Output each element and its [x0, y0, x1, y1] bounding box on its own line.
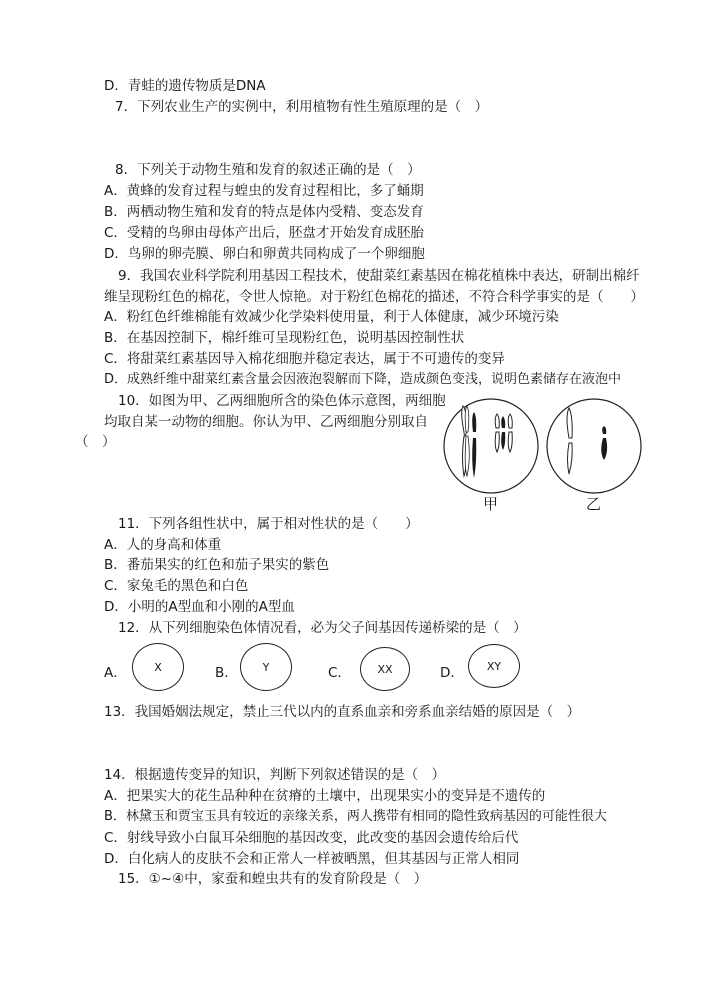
q14-option-b: B．林黛玉和贾宝玉具有较近的亲缘关系，两人携带有相同的隐性致病基因的可能性很大 [104, 809, 607, 824]
q12-option-c-label: C． [328, 665, 351, 681]
q11-option-d: D．小明的A型血和小刚的A型血 [104, 599, 295, 615]
jia-chromosome-white-short [495, 414, 499, 452]
q11-option-a: A．人的身高和体重 [104, 537, 222, 553]
q6-option-d: D．青蛙的遗传物质是DNA [104, 78, 266, 94]
q14-stem: 14．根据遗传变异的知识，判断下列叙述错误的是（ ） [104, 767, 446, 783]
q14-option-c: C．射线导致小白鼠耳朵细胞的基因改变，此改变的基因会遗传给后代 [104, 830, 519, 846]
q12-option-d-label: D． [440, 665, 464, 681]
q9-stem-line-2: 维呈现粉红色的棉花，令世人惊艳。对于粉红色棉花的描述，不符合科学事实的是（ ） [104, 289, 644, 305]
q12-option-b-circle: Y [240, 643, 292, 691]
q9-option-c: C．将甜菜红素基因导入棉花细胞并稳定表达，属于不可遗传的变异 [104, 351, 505, 367]
q8-option-c: C．受精的鸟卵由母体产出后，胚盘才开始发育成胚胎 [104, 225, 424, 241]
q8-stem: 8．下列关于动物生殖和发育的叙述正确的是（ ） [115, 162, 421, 178]
q12-option-b-label: B． [215, 665, 238, 681]
q9-option-b: B．在基因控制下，棉纤维可呈现粉红色，说明基因控制性状 [104, 330, 465, 346]
q9-stem-line-1: 9．我国农业科学院利用基因工程技术，使甜菜红素基因在棉花植株中表达，研制出棉纤 [118, 268, 640, 284]
q14-option-d: D．白化病人的皮肤不会和正常人一样被晒黑，但其基因与正常人相同 [104, 851, 520, 867]
q9-option-a: A．粉红色纤维棉能有效减少化学染料使用量，利于人体健康，减少环境污染 [104, 309, 559, 325]
q10-chromosome-figure [436, 388, 666, 518]
q12-option-c-circle: XX [360, 647, 410, 691]
q12-stem: 12．从下列细胞染色体情况看，必为父子间基因传递桥梁的是（ ） [118, 620, 527, 636]
q12-option-a-label: A． [104, 665, 127, 681]
q7-stem: 7．下列农业生产的实例中，利用植物有性生殖原理的是（ ） [115, 99, 489, 115]
q13-stem: 13．我国婚姻法规定，禁止三代以内的直系血亲和旁系血亲结婚的原因是（ ） [104, 704, 581, 720]
jia-chromosome-white-short-2 [508, 414, 512, 452]
q12-option-d-circle: XY [468, 644, 520, 688]
cell-jia [444, 399, 538, 493]
q14-option-a: A．把果实大的花生品种种在贫瘠的土壤中，出现果实小的变异是不遗传的 [104, 788, 546, 804]
figure-label-yi: 乙 [586, 495, 602, 513]
q9-option-d: D．成熟纤维中甜菜红素含量会因液泡裂解而下降，造成颜色变浅，说明色素储存在液泡中 [104, 372, 622, 387]
q12-option-a-circle: X [132, 643, 184, 691]
q10-stem-line-1: 10．如图为甲、乙两细胞所含的染色体示意图，两细胞 [118, 393, 446, 409]
q11-option-b: B．番茄果实的红色和茄子果实的紫色 [104, 557, 330, 573]
figure-label-jia: 甲 [483, 495, 499, 513]
q8-option-a: A．黄蜂的发育过程与蝗虫的发育过程相比，多了蛹期 [104, 183, 424, 199]
q11-option-c: C．家兔毛的黑色和白色 [104, 578, 249, 594]
q15-stem: 15．①~④中，家蚕和蝗虫共有的发育阶段是（ ） [118, 871, 428, 887]
q10-stem-line-2: 均取自某一动物的细胞。你认为甲、乙两细胞分别取自 [104, 414, 428, 430]
q10-stem-line-3: （ ） [75, 434, 116, 450]
q11-stem: 11．下列各组性状中，属于相对性状的是（ ） [118, 516, 419, 532]
cell-yi [547, 399, 641, 493]
q8-option-b: B．两栖动物生殖和发育的特点是体内受精、变态发育 [104, 204, 424, 220]
q8-option-d: D．鸟卵的卵壳膜、卵白和卵黄共同构成了一个卵细胞 [104, 246, 425, 262]
